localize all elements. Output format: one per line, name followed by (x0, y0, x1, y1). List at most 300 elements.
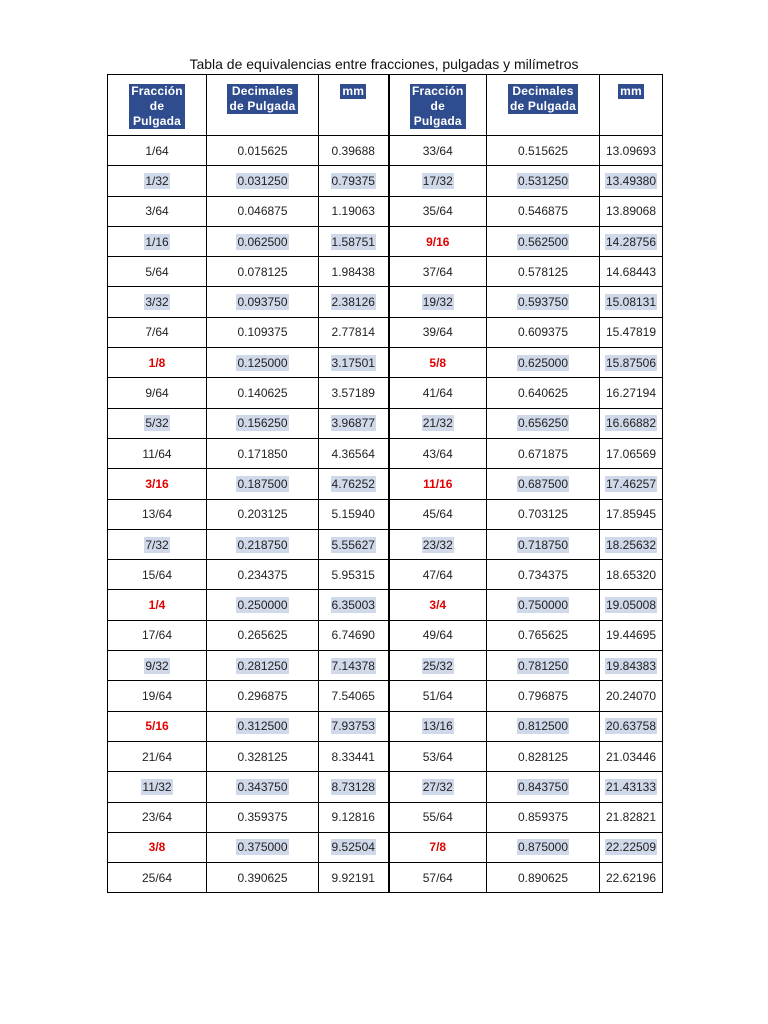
cell-value: 16.66882 (605, 416, 657, 431)
right-decimal-cell (487, 681, 600, 711)
cell-value: 9.52504 (331, 840, 375, 855)
left-fraction-cell (108, 681, 207, 711)
left-mm-cell (319, 620, 389, 650)
left-mm-cell (319, 711, 389, 741)
cell-value: 0.250000 (237, 598, 288, 613)
cell-value: 0.640625 (517, 386, 569, 401)
right-mm-cell (600, 772, 663, 802)
cell-value: 5/64 (145, 264, 169, 279)
right-decimal-cell (487, 529, 600, 559)
cell-value: 0.390625 (237, 870, 288, 885)
cell-value: 11/32 (142, 779, 172, 794)
cell-value: 25/64 (141, 870, 173, 885)
table-row (108, 681, 663, 711)
cell-value: 2.38126 (331, 295, 375, 310)
cell-value: 0.812500 (517, 719, 569, 734)
cell-value: 33/64 (422, 143, 453, 158)
header-label: mm (342, 84, 365, 98)
cell-value: 21.82821 (605, 810, 657, 825)
left-mm-cell (319, 257, 389, 287)
right-fraction-cell (389, 620, 487, 650)
right-fraction-cell (389, 590, 487, 620)
cell-value: 0.750000 (517, 598, 569, 613)
table-row (108, 136, 663, 166)
left-fraction-cell (108, 863, 207, 893)
left-mm-cell (319, 196, 389, 226)
cell-value: 9.12816 (331, 810, 375, 825)
left-mm-cell (319, 651, 389, 681)
cell-value: 0.781250 (517, 658, 569, 673)
cell-value: 0.281250 (237, 658, 288, 673)
cell-value: 6.74690 (331, 628, 375, 643)
right-decimal-cell (487, 832, 600, 862)
table-row (108, 226, 663, 256)
cell-value: 0.687500 (517, 476, 569, 491)
right-fraction-cell (389, 802, 487, 832)
right-fraction-cell (389, 166, 487, 196)
left-mm-cell (319, 560, 389, 590)
right-mm-cell (600, 560, 663, 590)
left-decimal-cell (207, 560, 319, 590)
left-fraction-cell (108, 802, 207, 832)
cell-value: 3.96877 (331, 416, 375, 431)
right-mm-cell (600, 590, 663, 620)
cell-value: 19.05008 (605, 598, 657, 613)
table-row (108, 378, 663, 408)
cell-value: 1.58751 (331, 234, 375, 249)
left-decimal-cell (207, 590, 319, 620)
cell-value: 11/16 (423, 476, 453, 491)
cell-value: 3/32 (145, 295, 169, 310)
cell-value: 1/4 (148, 598, 166, 613)
cell-value: 0.171850 (237, 446, 288, 461)
cell-value: 0.562500 (517, 234, 569, 249)
cell-value: 18.65320 (605, 567, 657, 582)
cell-value: 7/32 (145, 537, 169, 552)
header-fraction-left (108, 75, 207, 136)
cell-value: 0.796875 (517, 688, 569, 703)
cell-value: 15.08131 (605, 295, 657, 310)
left-fraction-cell (108, 590, 207, 620)
table-row (108, 348, 663, 378)
cell-value: 17.85945 (605, 507, 657, 522)
left-decimal-cell (207, 196, 319, 226)
right-fraction-cell (389, 378, 487, 408)
right-decimal-cell (487, 802, 600, 832)
cell-value: 8.73128 (331, 779, 375, 794)
right-mm-cell (600, 863, 663, 893)
left-mm-cell (319, 590, 389, 620)
left-mm-cell (319, 469, 389, 499)
left-mm-cell (319, 832, 389, 862)
left-decimal-cell (207, 226, 319, 256)
right-fraction-cell (389, 863, 487, 893)
cell-value: 0.359375 (237, 810, 288, 825)
right-decimal-cell (487, 317, 600, 347)
left-decimal-cell (207, 620, 319, 650)
table-row (108, 772, 663, 802)
right-mm-cell (600, 711, 663, 741)
table-row (108, 287, 663, 317)
right-decimal-cell (487, 499, 600, 529)
cell-value: 1/8 (148, 355, 166, 370)
left-mm-cell (319, 136, 389, 166)
left-mm-cell (319, 287, 389, 317)
left-decimal-cell (207, 772, 319, 802)
cell-value: 51/64 (422, 688, 453, 703)
cell-value: 4.36564 (331, 446, 375, 461)
cell-value: 0.109375 (237, 325, 288, 340)
table-row (108, 196, 663, 226)
right-fraction-cell (389, 772, 487, 802)
left-mm-cell (319, 772, 389, 802)
right-decimal-cell (487, 287, 600, 317)
cell-value: 5/32 (145, 416, 169, 431)
cell-value: 45/64 (422, 507, 453, 522)
cell-value: 0.218750 (237, 537, 288, 552)
cell-value: 3.57189 (331, 386, 375, 401)
right-mm-cell (600, 620, 663, 650)
right-mm-cell (600, 741, 663, 771)
cell-value: 22.22509 (605, 840, 657, 855)
left-decimal-cell (207, 681, 319, 711)
right-fraction-cell (389, 348, 487, 378)
right-mm-cell (600, 681, 663, 711)
left-decimal-cell (207, 408, 319, 438)
header-label: Decimales de Pulgada (509, 84, 576, 113)
cell-value: 0.656250 (517, 416, 569, 431)
cell-value: 13/64 (141, 507, 173, 522)
cell-value: 17/32 (422, 173, 453, 188)
cell-value: 43/64 (422, 446, 453, 461)
left-mm-cell (319, 348, 389, 378)
left-fraction-cell (108, 499, 207, 529)
cell-value: 14.68443 (605, 264, 657, 279)
left-decimal-cell (207, 257, 319, 287)
cell-value: 0.765625 (517, 628, 569, 643)
left-mm-cell (319, 863, 389, 893)
table-row (108, 499, 663, 529)
left-mm-cell (319, 317, 389, 347)
right-mm-cell (600, 136, 663, 166)
left-decimal-cell (207, 317, 319, 347)
left-decimal-cell (207, 863, 319, 893)
cell-value: 0.703125 (517, 507, 569, 522)
left-mm-cell (319, 681, 389, 711)
header-decimal-right (487, 75, 600, 136)
cell-value: 0.187500 (237, 476, 288, 491)
right-fraction-cell (389, 408, 487, 438)
right-fraction-cell (389, 681, 487, 711)
table-body (108, 136, 663, 893)
left-mm-cell (319, 741, 389, 771)
cell-value: 0.078125 (237, 264, 288, 279)
right-mm-cell (600, 378, 663, 408)
cell-value: 4.76252 (331, 476, 375, 491)
left-fraction-cell (108, 196, 207, 226)
cell-value: 25/32 (422, 658, 453, 673)
cell-value: 9/16 (426, 234, 450, 249)
equivalence-table (107, 74, 663, 893)
cell-value: 15.47819 (605, 325, 657, 340)
right-fraction-cell (389, 257, 487, 287)
right-decimal-cell (487, 438, 600, 468)
right-decimal-cell (487, 226, 600, 256)
right-fraction-cell (389, 196, 487, 226)
cell-value: 9/64 (145, 386, 169, 401)
left-fraction-cell (108, 560, 207, 590)
cell-value: 0.312500 (237, 719, 288, 734)
cell-value: 3/64 (145, 204, 169, 219)
cell-value: 7/8 (429, 840, 447, 855)
cell-value: 0.515625 (517, 143, 569, 158)
left-fraction-cell (108, 711, 207, 741)
cell-value: 0.203125 (237, 507, 288, 522)
right-mm-cell (600, 438, 663, 468)
cell-value: 21/64 (141, 749, 173, 764)
right-fraction-cell (389, 136, 487, 166)
cell-value: 0.625000 (517, 355, 569, 370)
cell-value: 0.156250 (237, 416, 288, 431)
left-fraction-cell (108, 469, 207, 499)
right-decimal-cell (487, 711, 600, 741)
cell-value: 23/64 (141, 810, 173, 825)
cell-value: 7.93753 (331, 719, 375, 734)
left-mm-cell (319, 438, 389, 468)
left-decimal-cell (207, 287, 319, 317)
right-fraction-cell (389, 741, 487, 771)
cell-value: 0.734375 (517, 567, 569, 582)
right-fraction-cell (389, 469, 487, 499)
cell-value: 0.609375 (517, 325, 569, 340)
left-fraction-cell (108, 348, 207, 378)
cell-value: 0.79375 (331, 173, 375, 188)
cell-value: 0.859375 (517, 810, 569, 825)
header-label: mm (620, 84, 642, 98)
left-decimal-cell (207, 348, 319, 378)
cell-value: 0.140625 (237, 386, 288, 401)
cell-value: 8.33441 (331, 749, 375, 764)
right-mm-cell (600, 651, 663, 681)
cell-value: 15.87506 (605, 355, 657, 370)
header-mm-left (319, 75, 389, 136)
table-row (108, 802, 663, 832)
left-fraction-cell (108, 166, 207, 196)
left-fraction-cell (108, 438, 207, 468)
right-decimal-cell (487, 620, 600, 650)
cell-value: 0.062500 (237, 234, 288, 249)
cell-value: 0.890625 (517, 870, 569, 885)
left-decimal-cell (207, 136, 319, 166)
right-fraction-cell (389, 226, 487, 256)
cell-value: 0.39688 (331, 143, 375, 158)
right-mm-cell (600, 287, 663, 317)
cell-value: 0.296875 (237, 688, 288, 703)
header-fraction-right (389, 75, 487, 136)
cell-value: 35/64 (422, 204, 453, 219)
right-fraction-cell (389, 317, 487, 347)
cell-value: 1/64 (145, 143, 169, 158)
left-decimal-cell (207, 741, 319, 771)
cell-value: 0.125000 (237, 355, 288, 370)
table-row (108, 257, 663, 287)
left-decimal-cell (207, 166, 319, 196)
right-decimal-cell (487, 408, 600, 438)
cell-value: 49/64 (422, 628, 453, 643)
left-fraction-cell (108, 408, 207, 438)
cell-value: 20.24070 (605, 688, 657, 703)
right-fraction-cell (389, 438, 487, 468)
cell-value: 0.234375 (237, 567, 288, 582)
right-mm-cell (600, 408, 663, 438)
cell-value: 9.92191 (331, 870, 375, 885)
cell-value: 0.015625 (237, 143, 288, 158)
header-mm-right (600, 75, 663, 136)
cell-value: 19.44695 (605, 628, 657, 643)
cell-value: 17.06569 (605, 446, 657, 461)
right-mm-cell (600, 257, 663, 287)
left-fraction-cell (108, 378, 207, 408)
cell-value: 0.546875 (517, 204, 569, 219)
cell-value: 0.828125 (517, 749, 569, 764)
left-decimal-cell (207, 469, 319, 499)
left-fraction-cell (108, 317, 207, 347)
table-row (108, 560, 663, 590)
cell-value: 5.15940 (331, 507, 375, 522)
right-fraction-cell (389, 560, 487, 590)
table-row (108, 166, 663, 196)
table-row (108, 741, 663, 771)
left-mm-cell (319, 166, 389, 196)
cell-value: 13/16 (422, 719, 453, 734)
cell-value: 16.27194 (605, 386, 657, 401)
cell-value: 7/64 (145, 325, 169, 340)
left-fraction-cell (108, 772, 207, 802)
right-decimal-cell (487, 560, 600, 590)
table-row (108, 711, 663, 741)
left-mm-cell (319, 802, 389, 832)
right-mm-cell (600, 499, 663, 529)
left-fraction-cell (108, 226, 207, 256)
cell-value: 14.28756 (605, 234, 657, 249)
table-row (108, 438, 663, 468)
right-fraction-cell (389, 529, 487, 559)
right-fraction-cell (389, 711, 487, 741)
right-mm-cell (600, 196, 663, 226)
cell-value: 21.03446 (605, 749, 657, 764)
cell-value: 0.046875 (237, 204, 288, 219)
table-row (108, 620, 663, 650)
cell-value: 11/64 (142, 446, 172, 461)
cell-value: 13.89068 (605, 204, 657, 219)
left-decimal-cell (207, 802, 319, 832)
right-mm-cell (600, 529, 663, 559)
right-mm-cell (600, 469, 663, 499)
right-decimal-cell (487, 136, 600, 166)
right-decimal-cell (487, 863, 600, 893)
cell-value: 7.54065 (331, 688, 375, 703)
cell-value: 47/64 (422, 567, 453, 582)
right-decimal-cell (487, 651, 600, 681)
cell-value: 41/64 (422, 386, 453, 401)
cell-value: 27/32 (422, 779, 453, 794)
cell-value: 0.718750 (517, 537, 569, 552)
cell-value: 57/64 (422, 870, 453, 885)
right-fraction-cell (389, 651, 487, 681)
cell-value: 17.46257 (605, 476, 657, 491)
cell-value: 5/8 (429, 355, 447, 370)
table-row (108, 408, 663, 438)
right-decimal-cell (487, 741, 600, 771)
table-row (108, 469, 663, 499)
right-mm-cell (600, 317, 663, 347)
left-decimal-cell (207, 832, 319, 862)
cell-value: 21/32 (422, 416, 453, 431)
left-fraction-cell (108, 620, 207, 650)
cell-value: 19/32 (422, 295, 453, 310)
cell-value: 5.55627 (331, 537, 375, 552)
cell-value: 9/32 (145, 658, 169, 673)
cell-value: 37/64 (422, 264, 453, 279)
cell-value: 0.843750 (517, 779, 569, 794)
cell-value: 0.875000 (517, 840, 569, 855)
cell-value: 19/64 (141, 688, 173, 703)
cell-value: 3/4 (429, 598, 447, 613)
right-mm-cell (600, 832, 663, 862)
cell-value: 22.62196 (605, 870, 657, 885)
left-fraction-cell (108, 287, 207, 317)
left-fraction-cell (108, 136, 207, 166)
header-decimal-left (207, 75, 319, 136)
cell-value: 15/64 (141, 567, 173, 582)
cell-value: 0.093750 (237, 295, 288, 310)
header-label: Fracción de Pulgada (131, 84, 183, 128)
table-row (108, 863, 663, 893)
cell-value: 13.49380 (605, 173, 657, 188)
left-decimal-cell (207, 499, 319, 529)
cell-value: 0.531250 (517, 173, 569, 188)
cell-value: 0.593750 (517, 295, 569, 310)
left-decimal-cell (207, 529, 319, 559)
cell-value: 17/64 (141, 628, 173, 643)
cell-value: 6.35003 (331, 598, 375, 613)
cell-value: 20.63758 (605, 719, 657, 734)
left-fraction-cell (108, 832, 207, 862)
right-decimal-cell (487, 469, 600, 499)
table-row (108, 317, 663, 347)
right-decimal-cell (487, 772, 600, 802)
left-fraction-cell (108, 529, 207, 559)
cell-value: 21.43133 (605, 779, 657, 794)
left-mm-cell (319, 226, 389, 256)
right-decimal-cell (487, 378, 600, 408)
cell-value: 13.09693 (605, 143, 657, 158)
left-decimal-cell (207, 438, 319, 468)
right-decimal-cell (487, 257, 600, 287)
cell-value: 0.671875 (517, 446, 569, 461)
right-mm-cell (600, 802, 663, 832)
cell-value: 1/16 (145, 234, 169, 249)
left-decimal-cell (207, 378, 319, 408)
cell-value: 53/64 (422, 749, 453, 764)
cell-value: 5/16 (145, 719, 169, 734)
page-title: Tabla de equivalencias entre fracciones, pulgadas y milímetros (189, 56, 579, 72)
left-mm-cell (319, 378, 389, 408)
right-fraction-cell (389, 499, 487, 529)
table-row (108, 529, 663, 559)
cell-value: 39/64 (422, 325, 453, 340)
cell-value: 0.265625 (237, 628, 288, 643)
